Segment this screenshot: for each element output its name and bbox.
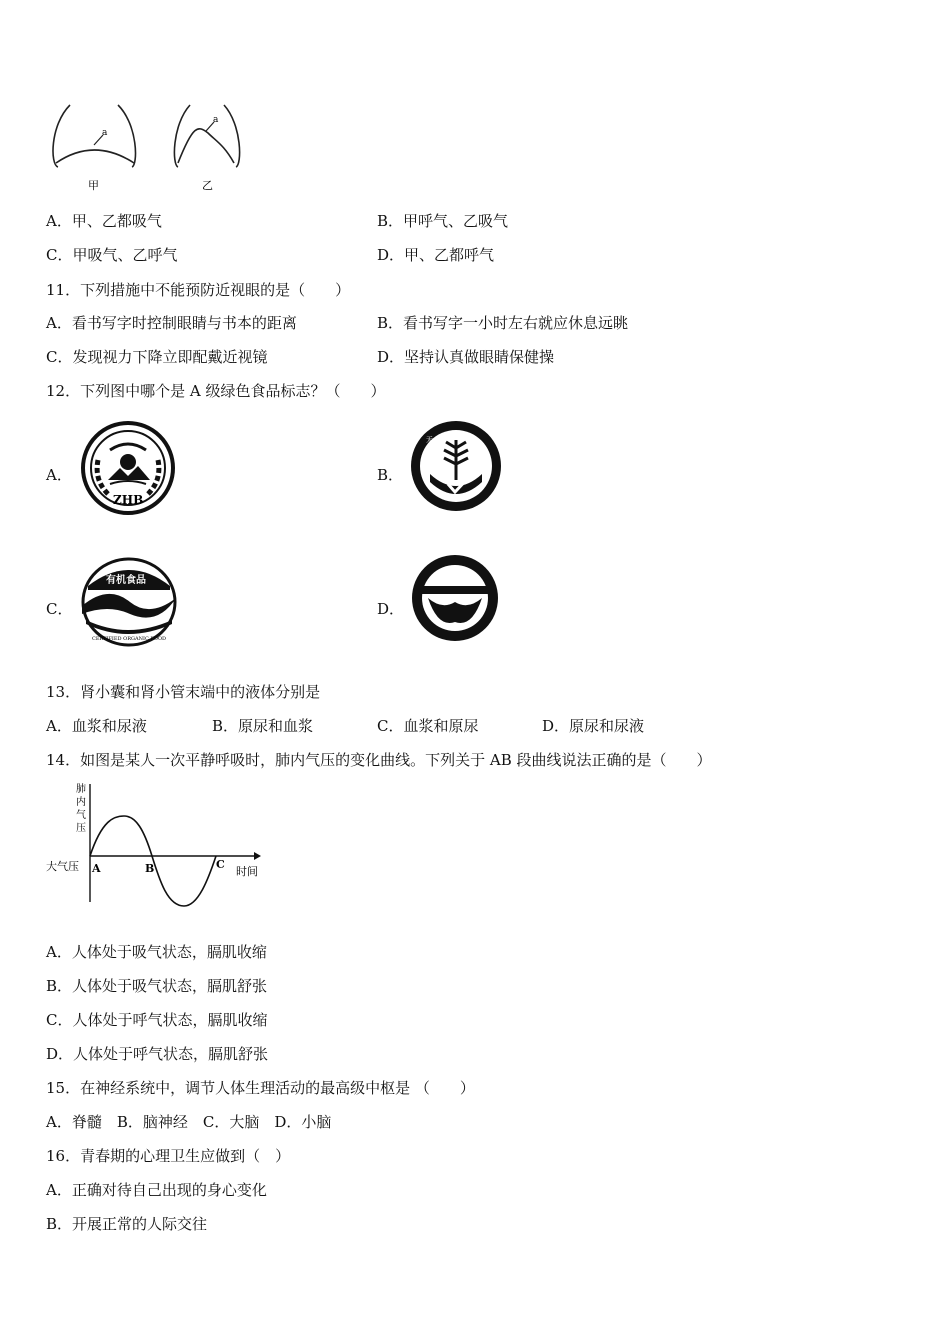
q15-stem: 15．在神经系统中，调节人体生理活动的最高级中枢是 （ ） xyxy=(46,1079,475,1097)
q14-option-a[interactable]: A．人体处于吸气状态，膈肌收缩 xyxy=(46,943,267,961)
q10-option-b[interactable]: B．甲呼气、乙吸气 xyxy=(377,212,509,230)
q12-option-c-label[interactable]: C． xyxy=(46,600,73,618)
q13-option-c[interactable]: C．血浆和原尿 xyxy=(377,717,479,735)
q13-option-b[interactable]: B．原尿和血浆 xyxy=(212,717,314,735)
logo-b-text: 无公害农产品 xyxy=(426,436,468,444)
q11-option-c[interactable]: C．发现视力下降立即配戴近视镜 xyxy=(46,348,268,366)
q11-option-b[interactable]: B．看书写字一小时左右就应休息远眺 xyxy=(377,314,629,332)
q14-option-c[interactable]: C．人体处于呼气状态，膈肌收缩 xyxy=(46,1011,268,1029)
q12-option-d-label[interactable]: D． xyxy=(377,600,405,618)
q10-option-d[interactable]: D．甲、乙都呼气 xyxy=(377,246,495,264)
q12-stem: 12．下列图中哪个是 A 级绿色食品标志？（ ） xyxy=(46,382,386,400)
logo-c-top-text: 有机食品 xyxy=(106,575,146,586)
q14-option-b[interactable]: B．人体处于吸气状态，膈肌舒张 xyxy=(46,977,268,995)
environmental-logo-icon[interactable] xyxy=(80,420,176,516)
ylabel-2: 内 xyxy=(76,797,86,808)
q12-option-b-label[interactable]: B． xyxy=(377,466,404,484)
pollution-free-logo-icon[interactable] xyxy=(408,418,504,514)
point-c: C xyxy=(216,858,225,871)
ylabel-3: 气 xyxy=(76,810,86,821)
ylabel-1: 肺 xyxy=(76,784,86,795)
label-yi: 乙 xyxy=(202,179,213,192)
baseline-label: 大气压 xyxy=(46,860,79,873)
q16-stem: 16．青春期的心理卫生应做到（ ） xyxy=(46,1147,291,1165)
diaphragm-diagram xyxy=(48,95,248,195)
q11-stem: 11．下列措施中不能预防近视眼的是（ ） xyxy=(46,281,351,299)
q11-option-a[interactable]: A．看书写字时控制眼睛与书本的距离 xyxy=(46,314,297,332)
logo-a-text: ZHB xyxy=(113,493,144,507)
point-b: B xyxy=(145,862,155,875)
q14-option-d[interactable]: D．人体处于呼气状态，膈肌舒张 xyxy=(46,1045,269,1063)
q15-options[interactable]: A．脊髓 B．脑神经 C．大脑 D．小脑 xyxy=(46,1113,332,1131)
green-food-logo-icon[interactable] xyxy=(408,552,504,644)
q13-stem: 13．肾小囊和肾小管末端中的液体分别是 xyxy=(46,683,321,701)
point-a: A xyxy=(92,862,101,875)
q10-option-a[interactable]: A．甲、乙都吸气 xyxy=(46,212,162,230)
organic-food-logo-icon[interactable] xyxy=(78,556,180,648)
q13-option-d[interactable]: D．原尿和尿液 xyxy=(542,717,645,735)
ylabel-4: 压 xyxy=(76,823,86,834)
lung-pressure-chart xyxy=(44,780,274,912)
q16-option-a[interactable]: A．正确对待自己出现的身心变化 xyxy=(46,1181,267,1199)
logo-c-bottom-text: CERTIFIED ORGANIC FOOD xyxy=(92,636,167,642)
marker-a-jia: a xyxy=(102,128,108,138)
q11-option-d[interactable]: D．坚持认真做眼睛保健操 xyxy=(377,348,555,366)
pressure-curve xyxy=(90,816,216,906)
marker-a-yi: a xyxy=(213,115,219,125)
q14-stem: 14．如图是某人一次平静呼吸时，肺内气压的变化曲线。下列关于 AB 段曲线说法正确的是（ ） xyxy=(46,751,712,769)
label-jia: 甲 xyxy=(88,179,99,192)
q16-option-b[interactable]: B．开展正常的人际交往 xyxy=(46,1215,208,1233)
q12-option-a-label[interactable]: A． xyxy=(46,466,72,484)
x-axis-label: 时间 xyxy=(236,865,258,878)
q13-option-a[interactable]: A．血浆和尿液 xyxy=(46,717,147,735)
q10-option-c[interactable]: C．甲吸气、乙呼气 xyxy=(46,246,178,264)
